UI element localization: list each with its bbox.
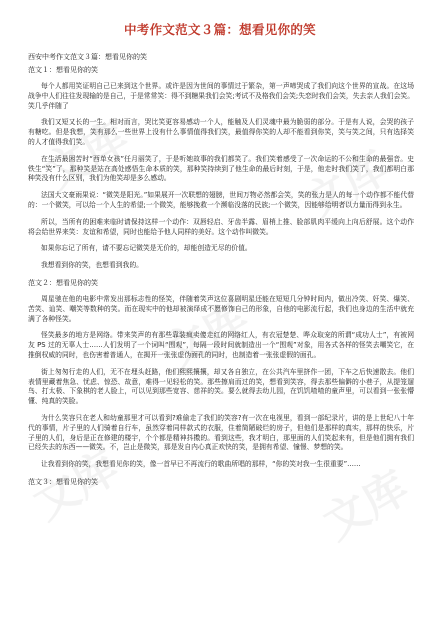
paragraph: 周星驰在他的电影中常发出那标志性的怪笑，伴随着笑声这位喜剧明星还能在短短几分钟时间内，做出冷笑、奸笑、爆笑、苦笑、讪笑、嘲笑等数种的笑。而在现实中的他却被演绎成不愿修饰自己的形象，自他的电影流行起，我们也身边的生活中就充满了各种怪笑。 xyxy=(28,294,414,323)
paragraph: 我想看到你的笑，也想看到我的。 xyxy=(41,261,143,270)
subtitle-line: 西安中考作文范文３篇：想看见你的笑 xyxy=(28,53,147,61)
paragraph: 在生活最困苦时“西单女孩”任月丽笑了，于是听她故事的我们都笑了。我们笑着感受了一次命运的不公和生命的最强音。史铁生“笑”了，那种笑是站在高处感悟生命本质的笑，那种笑持续到了他生命的最后时刻，于是，他走时我们笑了，我们都明白那种笑没有什么区别，我们为他笑却是多么感动。 xyxy=(28,154,414,183)
paragraph: 街上匆匆行走的人们，无不在埋头赶路，他们熙熙攘攘，却又各自独立，在公共汽车里挤作一团，下车之后快速散去。他们表情里藏着焦急、忧虑、惊恐、故意，难得一见轻松的笑。那些擦肩而过的笑，想看到笑容，得去那些偏僻的小巷子，从提笼遛鸟、打太极、下象棋的老人脸上，可以见到那些宽容、慈祥的笑。要么就得去幼儿园，在饥饥喳喳的童声里，可以看到一张张懵懂、纯真的笑脸。 xyxy=(28,367,414,406)
paragraph: 所以，当所有的困难来临时请保持这样一个动作：双唇轻启、牙齿半露、眉梢上推、脸部肌肉平缓向上向后舒展。这个动作将会给世界来笑：友谊和希望，同时也能给予他人同样的美好。这个动作叫微笑。 xyxy=(28,217,414,236)
paragraph: 怪笑最多的地方是网络。带来笑声的有那些靠装疯卖傻走红的网络红人，有衣冠楚楚、哗众取宠的所谓“成功人士”，有被网友 PS 过的无辜人士……人们发明了一个词叫“围观”，每隔一段时间就制造出一个“围观”对象，用各式各样的怪笑去嘲笑它，在推倒权威的同时，也伤害着普通人，在揭开一张张虚伪面孔的同时，也制造着一张张虚假的面孔。 xyxy=(28,331,414,359)
section-heading-3: 范文３：想看见你的笑 xyxy=(28,477,98,486)
paragraph: 让我看到你的笑，我想看见你的笑，像一首早已不再流行的歌曲所唱的那样，“你的笑对我一生很重要”…… xyxy=(41,460,361,469)
paragraph: 为什么笑容只在老人和幼童那里才可以看到?难偷走了我们的笑容?有一次在电视里，看到一部纪录片，讲的是上世纪八十年代的事情，片子里的人们骑着自行车，虽然穿着同样款式的衣服，住着简陋破烂的房子，但他们是那样的真实，那样的快乐，片子里的人们，身后是正在修建的楼宇，个个都是精神抖擞的。看到这些，我才明白，那里面的人们笑起来有，但是他们拥有我们已经失去的东西——微笑。不，岂止是微笑，那是发自内心真正欢快的笑，是拥有希望、憧憬、梦想的笑。 xyxy=(28,413,414,452)
document-title: 中考作文范文３篇：想看见你的笑 xyxy=(123,22,316,37)
section-heading-2: 范文２：想看见你的笑 xyxy=(28,278,98,287)
paragraph: 我们又短又长的一生。相对而言，哭比笑更容易感动一个人，能触及人们灵魂中最为脆弱的部分。于是有人说，会哭的孩子有糖吃。但是我想，笑有那么一些世界上没有什么事情值得我们笑，最值得你笑的人却不能看到你笑，笑与笑之间，只有选择笑的人才值得我们笑。 xyxy=(28,118,414,146)
paragraph: 法国大文豪雨果说：“微笑是阳光。”如果展开一次联想的翅膀，世间万物必然都会笑，笑的张力是人的每一个动作都不能代替的：一个微笑，可以给一个人生的希望;一个微笑，能够挽救一个濒临没落的民族;一个微笑，因能够给明者以力量而得到永生。 xyxy=(28,191,414,209)
document-body xyxy=(28,52,414,494)
paragraph: 如果你忘记了所有，请不要忘记微笑是无价的，却能创造无尽的价值。 xyxy=(41,244,252,253)
paragraph: 每个人都用笑证明自己已来到这个世界。或许是因为世间的事情过于繁杂，第一声啼哭成了我们向这个世界的宣战。在这场战争中人们往往发现输的是自己，于是常常笑：得不到糖果我们会笑;考试不及格我们会笑;失恋时我们会笑，失去亲人我们会笑。笑几乎伴随了 xyxy=(28,82,414,110)
section-heading-1: 范文１：想看见你的笑 xyxy=(28,66,98,74)
